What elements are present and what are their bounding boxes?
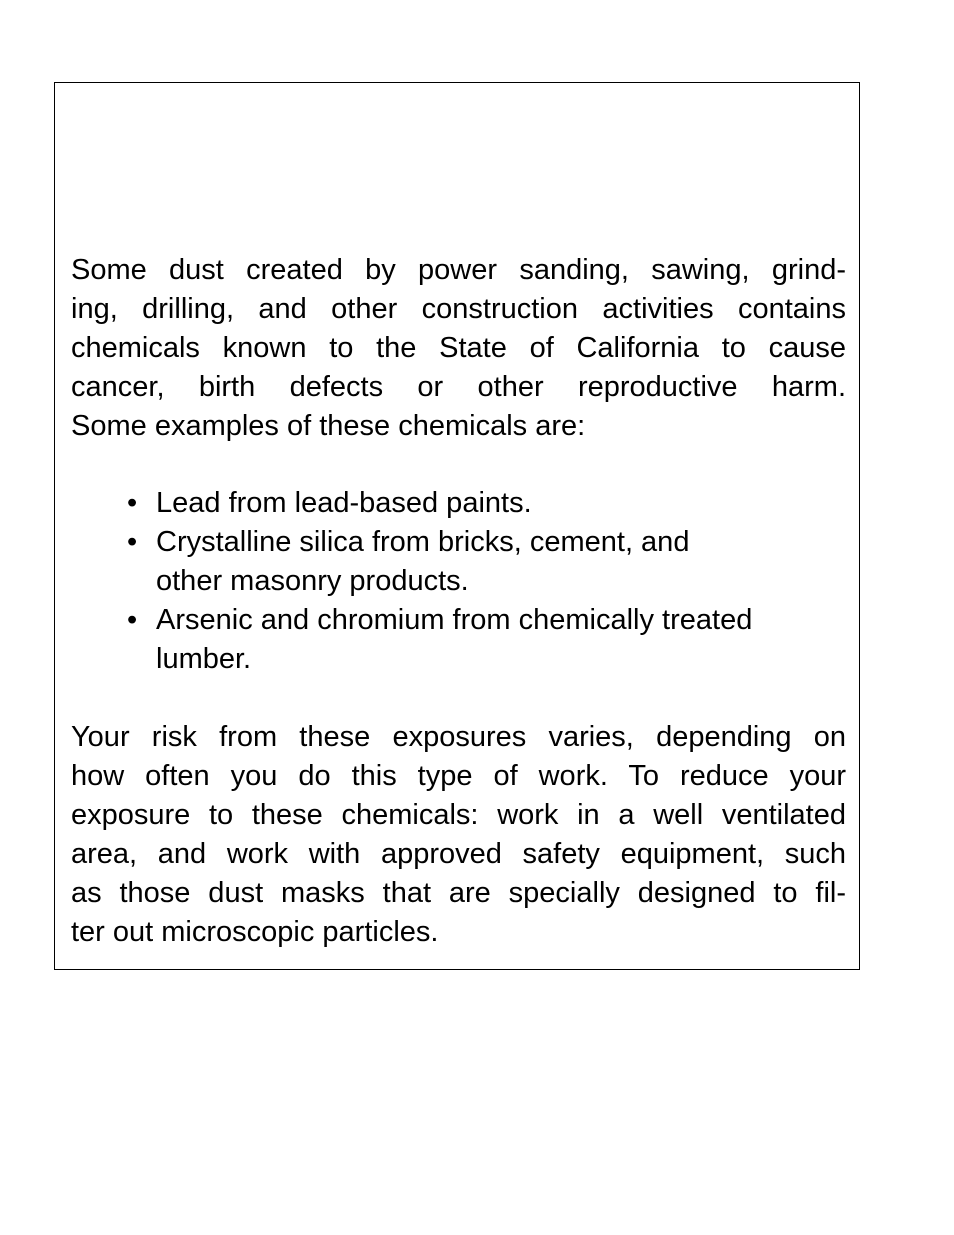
intro-line: ing, drilling, and other construction activities contains [71, 293, 846, 325]
closing-line: Your risk from these exposures varies, depending on [71, 721, 846, 753]
intro-line: Some dust created by power sanding, sawing, grind- [71, 254, 846, 286]
list-item-text: lumber. [156, 643, 252, 675]
warning-box [54, 82, 860, 970]
intro-line: Some examples of these chemicals are: [71, 410, 586, 442]
list-item-text: Arsenic and chromium from chemically treated [156, 604, 753, 636]
closing-line: as those dust masks that are specially designed to fil- [71, 877, 846, 909]
list-item-text: Crystalline silica from bricks, cement, and [156, 526, 690, 558]
bullet-icon: • [127, 604, 138, 636]
list-item-text: other masonry products. [156, 565, 469, 597]
closing-line: exposure to these chemicals: work in a well ventilated [71, 799, 846, 831]
bullet-icon: • [127, 487, 138, 519]
intro-line: cancer, birth defects or other reproductive harm. [71, 371, 846, 403]
closing-line: how often you do this type of work. To reduce your [71, 760, 846, 792]
closing-line: area, and work with approved safety equipment, such [71, 838, 846, 870]
bullet-icon: • [127, 526, 138, 558]
intro-line: chemicals known to the State of California to cause [71, 332, 846, 364]
list-item-text: Lead from lead-based paints. [156, 487, 532, 519]
closing-line: ter out microscopic particles. [71, 916, 439, 948]
